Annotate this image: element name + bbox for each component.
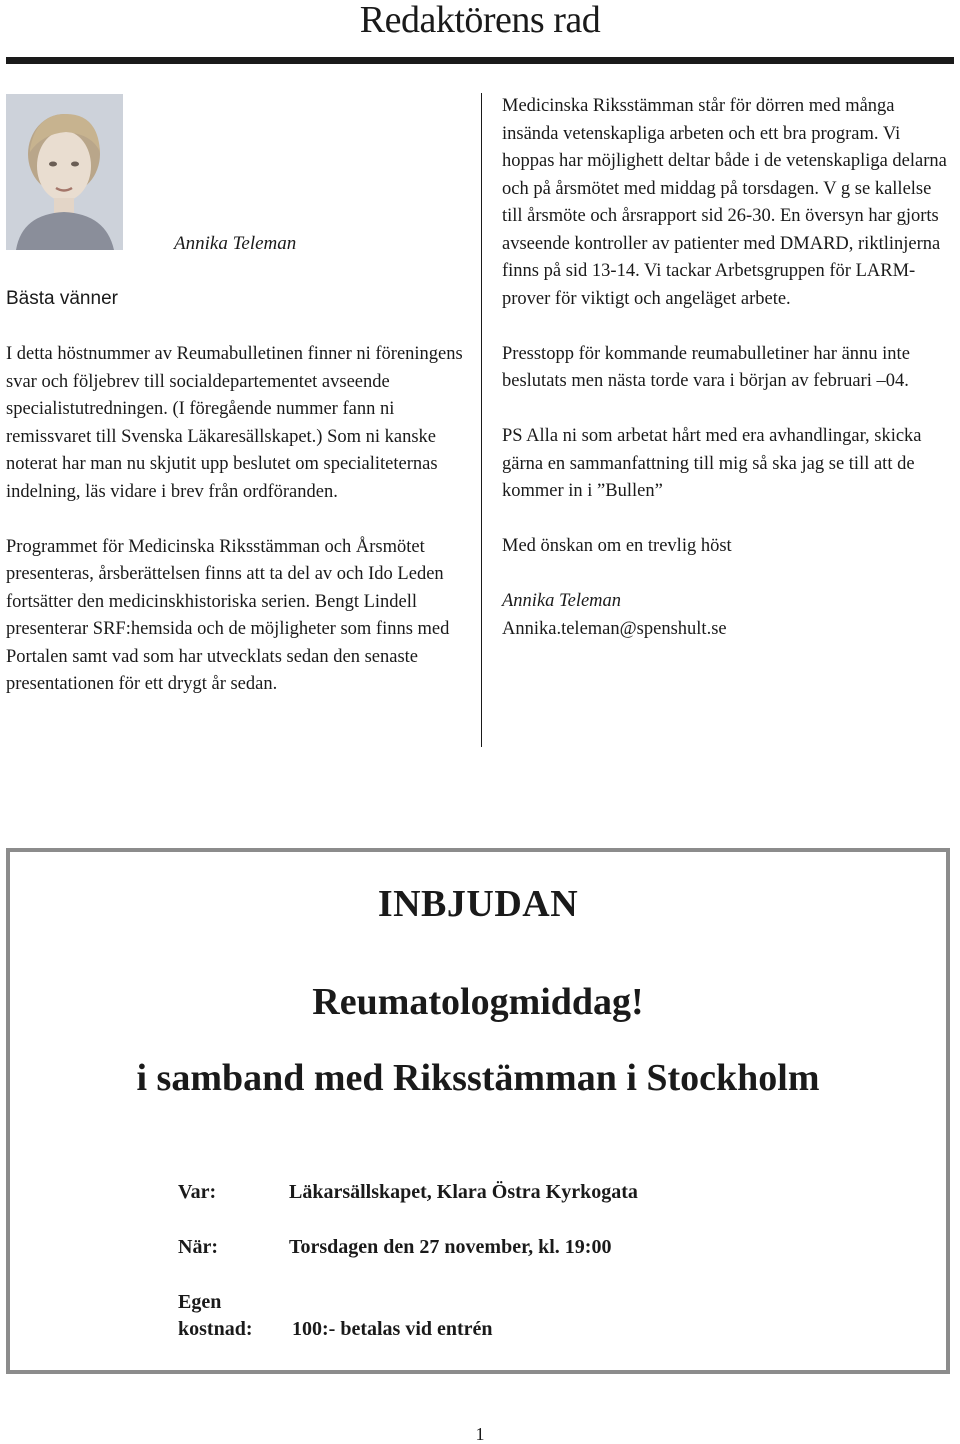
left-column [6,341,466,726]
where-value: Läkarsällskapet, Klara Östra Kyrkogata [289,1181,638,1203]
paragraph: Presstopp för kommande reumabulletiner har ännu inte beslutats men nästa torde vara i början av februari –04. [502,343,910,391]
cost-label-line2: kostnad: [178,1318,253,1340]
signature-name: Annika Teleman [502,591,622,611]
invitation-title: Reumatologmiddag! [312,981,644,1023]
invitation-subtitle: i samband med Riksstämman i Stockholm [136,1057,820,1099]
cost-value: 100:- betalas vid entrén [292,1318,493,1340]
paragraph: I detta höstnummer av Reumabulletinen finner ni föreningens svar och följebrev till socialdepartementet avseende specialistutredningen. (I föregående nummer fann ni remissvaret till Svenska Läkaresällskapet.) Som ni kanske noterat har man nu skjutit upp beslutet om specialiteternas indelning, läs vidare i brev från ordföranden. [6,344,463,502]
signature-email: Annika.teleman@spenshult.se [502,618,727,639]
when-value: Torsdagen den 27 november, kl. 19:00 [289,1236,612,1258]
paragraph: PS Alla ni som arbetat hårt med era avhandlingar, skicka gärna en sammanfattning till mig så ska jag se till att de kommer in i ”Bullen” [502,426,922,501]
paragraph: Med önskan om en trevlig höst [502,536,732,556]
paragraph: Medicinska Riksstämman står för dörren med många insända vetenskapliga arbeten och ett bra program. Vi hoppas har möjlighett deltar både i de vetenskapliga delarna och på årsmötet med middag på torsdagen. V g se kallelse till årsmöte och årsrapport sid 26-30. En översyn har gjorts avseende kontroller av patienter med DMARD, riktlinjerna finns på sid 13-14. Vi tackar Arbetsgruppen för LARM-prover för viktigt och angeläget arbete. [502,96,947,309]
author-photo [6,94,123,250]
page-title: Redaktörens rad [359,0,601,41]
cost-label-line1: Egen [178,1291,222,1313]
when-label: När: [178,1236,218,1258]
invitation-heading: INBJUDAN [377,883,579,925]
author-byline: Annika Teleman [174,233,297,254]
title-rule [6,57,954,64]
paragraph: Programmet för Medicinska Riksstämman och Årsmötet presenteras, årsberättelsen finns att ta del av och Ido Leden fortsätter den medicinskhistoriska serien. Bengt Lindell presenterar SRF:hemsida och de möjligheter som finns med Portalen samt vad som har utvecklats sedan den senaste presentationen för ett drygt år sedan. [6,536,450,694]
where-label: Var: [178,1181,217,1203]
right-column [502,93,954,643]
page-number: 1 [475,1424,485,1444]
invitation-box [6,848,950,1374]
column-divider [481,93,482,747]
portrait-image [6,94,123,250]
greeting: Bästa vänner [6,288,118,309]
